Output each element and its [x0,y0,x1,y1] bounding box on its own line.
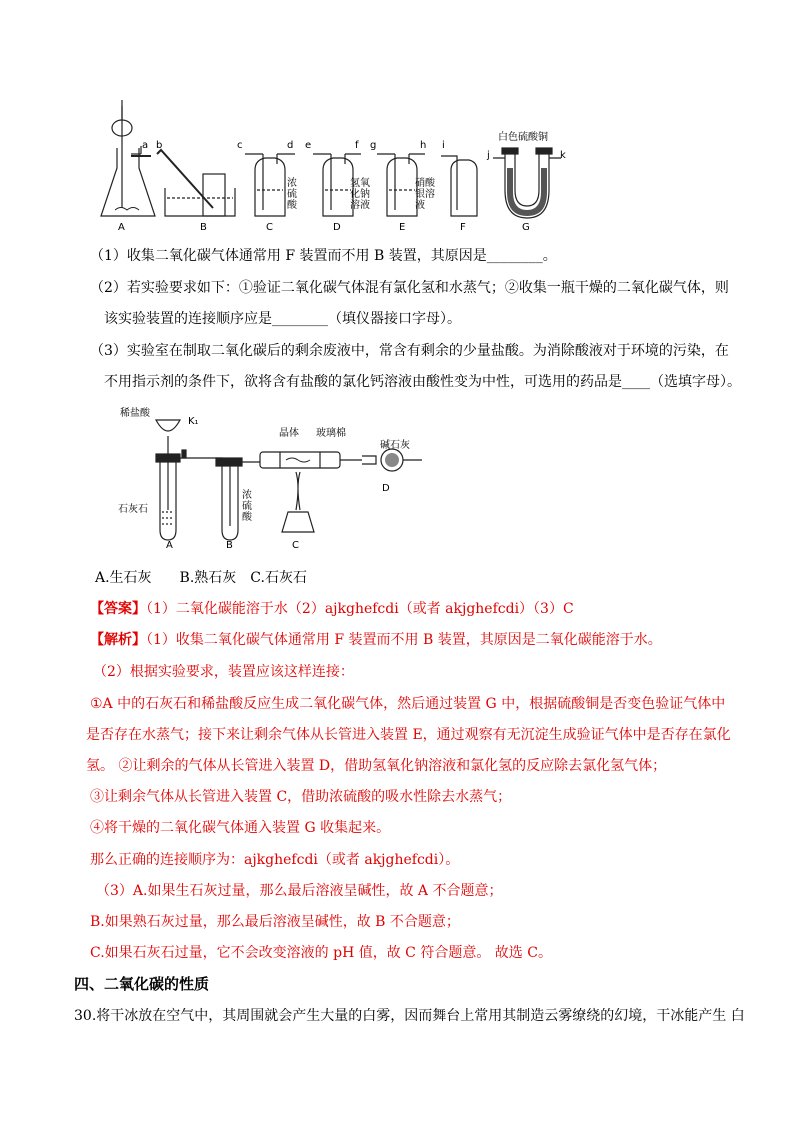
apparatus-label-f: F [460,222,466,233]
answer-tag: 【答案】 [90,601,146,617]
question-3-line-1: （3）实验室在制取二氧化碳后的剩余废液中，常含有剩余的少量盐酸。为消除酸液对于环境的污染，在 [90,343,729,359]
apparatus-2-label-a: A [166,540,173,551]
question-30: 30.将干冰放在空气中，其周围就会产生大量的白雾，因而舞台上常用其制造云雾缭绕的幻境，干冰能产生 白 [74,1008,745,1024]
answer-options: A.生石灰 B.熟石灰 C.石灰石 [95,570,307,586]
analysis-line-2: （2）根据实验要求，装置应该这样连接： [93,664,354,680]
analysis-line-3: ①A 中的石灰石和稀盐酸反应生成二氧化碳气体，然后通过装置 G 中，根据硫酸铜是否变色验证气体中 [90,696,726,712]
apparatus-a [101,100,155,216]
port-label-a: a [142,140,149,151]
apparatus-2-b [212,458,260,540]
analysis-line-1: 【解析】（1）收集二氧化碳气体通常用 F 装置而不用 B 装置，其原因是二氧化碳能溶于水。 [90,632,662,648]
analysis-line-11: C.如果石灰石过量，它不会改变溶液的 pH 值，故 C 符合题意。 故选 C。 [90,945,552,961]
port-label-d: d [287,140,294,151]
reagent-label-d: 氢氧 化钠 溶液 [350,178,370,211]
port-label-e: e [305,140,312,151]
apparatus-2-label-b: B [226,540,233,551]
apparatus-label-a: A [118,222,125,233]
analysis-line-4: 是否存在水蒸气；接下来让剩余气体从长管进入装置 E，通过观察有无沉淀生成验证气体中是否存在氯化 [86,727,731,743]
apparatus-label-c: C [266,222,273,233]
label-dilute-hcl: 稀盐酸 [120,408,150,419]
analysis-line-8: 那么正确的连接顺序为：ajkghefcdi（或者 akjghefcdi）。 [90,852,460,868]
port-label-b: b [156,140,163,151]
label-crystal: 晶体 [279,428,299,439]
cuso4-label: 白色硫酸铜 [498,132,548,143]
apparatus-label-d: D [333,222,341,233]
question-2-line-2: 该实验装置的连接顺序应是________（填仪器接口字母）。 [104,311,461,327]
answer-line [90,599,574,619]
analysis-line-9: （3）A.如果生石灰过量，那么最后溶液呈碱性，故 A 不合题意； [96,883,503,899]
question-1: （1）收集二氧化碳气体通常用 F 装置而不用 B 装置，其原因是________。 [90,248,557,264]
analysis-line-7: ④将干燥的二氧化碳气体通入装置 G 收集起来。 [90,820,391,836]
label-conc-h2so4: 浓 硫 酸 [242,490,252,523]
reagent-label-e: 硝酸 银溶 液 [415,178,435,211]
apparatus-f [441,156,477,216]
apparatus-label-b: B [200,222,207,233]
port-label-g: g [370,140,377,151]
analysis-line-5: 氢。 ②让剩余的气体从长管进入装置 D，借助氢氧化钠溶液和氯化氢的反应除去氯化氢气体； [86,758,667,774]
answer-text: （1）二氧化碳能溶于水（2）ajkghefcdi（或者 akjghefcdi）（3）C [146,601,574,617]
analysis-tag: 【解析】 [90,632,146,648]
apparatus-figure-2 [110,400,430,555]
reagent-label-c: 浓 硫 酸 [287,178,297,211]
apparatus-b [157,150,235,216]
label-soda-lime: 碱石灰 [380,440,410,451]
label-k1: K₁ [188,416,199,427]
apparatus-label-e: E [399,222,406,233]
apparatus-g [493,148,561,218]
apparatus-2-label-c: C [292,540,299,551]
analysis-line-6: ③让剩余气体从长管进入装置 C，借助浓硫酸的吸水性除去水蒸气； [90,789,512,805]
apparatus-2-label-d: D [382,483,390,494]
port-label-h: h [420,140,427,151]
port-label-f: f [355,140,359,151]
label-limestone: 石灰石 [118,504,148,515]
label-glass-wool: 玻璃棉 [316,428,346,439]
port-label-i: i [442,140,445,151]
apparatus-figure-1 [95,98,695,236]
analysis-line-10: B.如果熟石灰过量，那么最后溶液呈碱性，故 B 不合题意； [90,914,460,930]
question-3-line-2: 不用指示剂的条件下，欲将含有盐酸的氯化钙溶液由酸性变为中性，可选用的药品是____（选填字母）。 [104,374,741,390]
apparatus-2-d [362,449,422,471]
apparatus-label-g: G [522,222,530,233]
port-label-k: k [560,150,566,161]
section-title: 四、二氧化碳的性质 [74,975,210,993]
apparatus-2-c [260,452,362,532]
apparatus-2-a [156,420,212,540]
port-label-c: c [237,140,243,151]
port-label-j: j [487,150,490,161]
question-2-line-1: （2）若实验要求如下：①验证二氧化碳气体混有氯化氢和水蒸气；②收集一瓶干燥的二氧化碳气体，则 [90,280,729,296]
